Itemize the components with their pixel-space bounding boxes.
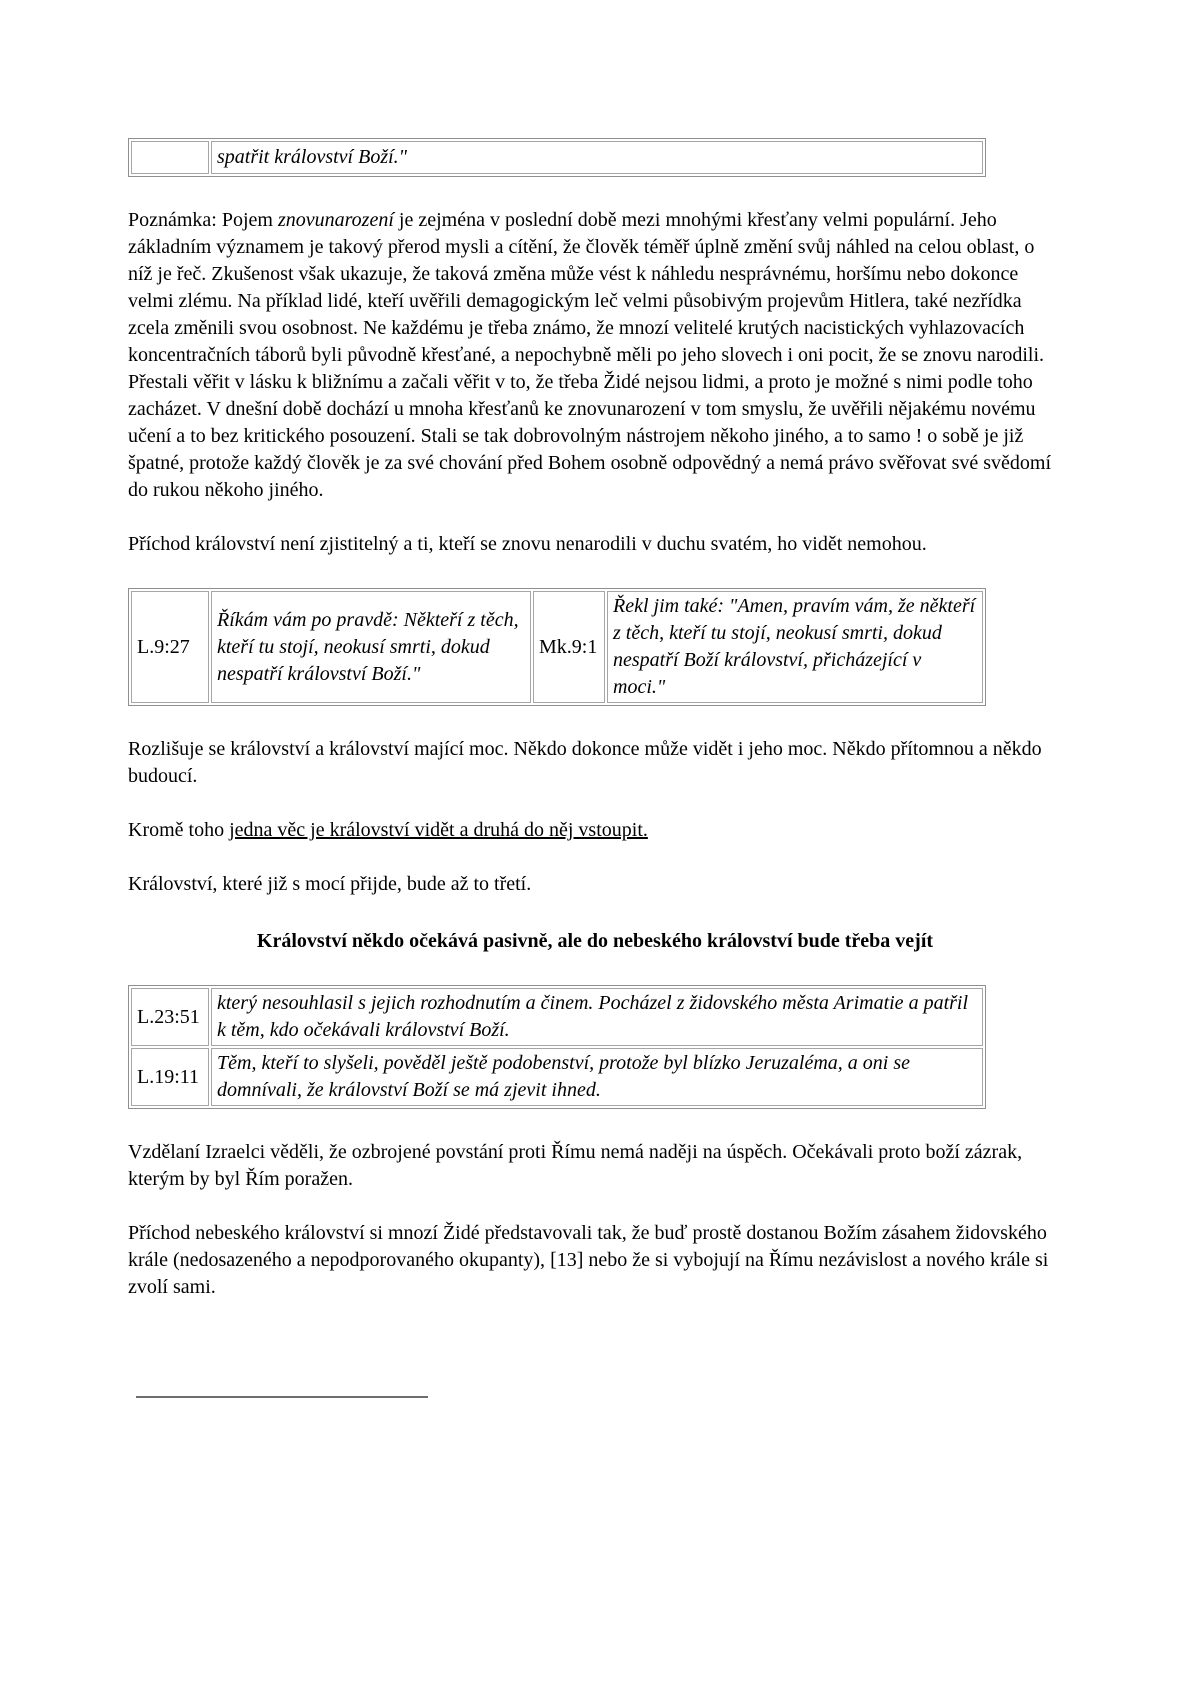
verse-quote-cell: který nesouhlasil s jejich rozhodnutím a činem. Pocházel z židovského města Arimatie a patřil k těm, kdo očekávali království Boží.: [211, 988, 983, 1046]
see-vs-enter-paragraph: [128, 817, 1062, 844]
see-vs-enter-prefix: Kromě toho: [128, 819, 230, 841]
distinction-paragraph: Rozlišuje se království a království mající moc. Někdo dokonce může vidět i jeho moc. Někdo přítomnou a někdo budoucí.: [128, 738, 1042, 787]
section-heading: Království někdo očekává pasivně, ale do nebeského království bude třeba vejít: [256, 930, 934, 952]
third-kingdom-paragraph: Království, které již s mocí přijde, bude až to třetí.: [128, 873, 532, 895]
note-prefix: Poznámka: Pojem: [128, 209, 278, 231]
continuation-verse-table: [128, 138, 986, 177]
see-vs-enter-underlined: jedna věc je království vidět a druhá do něj vstoupit.: [229, 819, 648, 841]
table-row: [131, 591, 983, 703]
jewish-expectation-prefix: Příchod nebeského království si mnozí Židé představovali tak, že buď prostě dostanou Božím zásahem židovského krále (nedosazeného a nepodporovaného okupanty),: [128, 1222, 1047, 1271]
note-italic-term: znovunarození: [277, 209, 394, 231]
verse-quote-cell: spatřit království Boží.": [211, 141, 983, 174]
expectation-verse-table: [128, 985, 986, 1109]
verse-quote-cell: Těm, kteří to slyšeli, pověděl ještě podobenství, protože byl blízko Jeruzaléma, a oni se domnívali, že království Boží se má zjevit ihned.: [211, 1048, 983, 1106]
footnote-separator: [136, 1396, 428, 1398]
israelites-paragraph: Vzdělaní Izraelci věděli, že ozbrojené povstání proti Římu nemá naději na úspěch. Očekávali proto boží zázrak, kterým by byl Řím poražen.: [128, 1141, 1023, 1190]
note-rest: je zejména v poslední době mezi mnohými křesťany velmi populární. Jeho základním významem je takový přerod mysli a cítění, že člověk téměř úplně změní svůj náhled na celou oblast, o níž je řeč. Zkušenost však ukazuje, že taková změna může vést k náhledu nesprávnému, horšímu nebo dokonce velmi zlému. Na příklad lidé, kteří uvěřili demagogickým leč velmi působivým projevům Hitlera, také nezřídka zcela změnili svou osobnost. Ne každému je třeba známo, že mnozí velitelé krutých nacistických vyhlazovacích koncentračních táborů byli původně křesťané, a nepochybně měli po jeho slovech i oni pocit, že se znovu narodili. Přestali věřit v lásku k bližnímu a začali věřit v to, že třeba Židé nejsou lidmi, a proto je možné s nimi podle toho zacházet. V dnešní době dochází u mnoha křesťanů ke znovunarození v tom smyslu, že uvěřili nějakému novému učení a to bez kritického posouzení. Stali se tak dobrovolným nástrojem někoho jiného, a to samo ! o sobě je již špatné, protože každý člověk je za své chování před Bohem osobně odpovědný a nemá právo svěřovat své svědomí do rukou někoho jiného.: [128, 209, 1052, 501]
comparison-verse-table: [128, 588, 986, 706]
table-row: [131, 1048, 983, 1106]
verse-ref-cell: L.23:51: [131, 988, 209, 1046]
verse-ref-cell: Mk.9:1: [533, 591, 605, 703]
footnote-ref-13: [13]: [550, 1249, 584, 1271]
jewish-expectation-paragraph: [128, 1220, 1062, 1301]
verse-ref-cell: L.9:27: [131, 591, 209, 703]
verse-quote-cell: Říkám vám po pravdě: Někteří z těch, kteří tu stojí, neokusí smrti, dokud nespatří království Boží.": [211, 591, 531, 703]
verse-ref-cell: [131, 141, 209, 174]
note-paragraph: [128, 207, 1062, 504]
verse-quote-cell: Řekl jim také: "Amen, pravím vám, že někteří z těch, kteří tu stojí, neokusí smrti, dokud nespatří Boží království, přicházející v moci.": [607, 591, 983, 703]
table-row: [131, 988, 983, 1046]
jewish-expectation-suffix: nebo že si vybojují na Římu nezávislost a nového krále si zvolí sami.: [128, 1249, 1049, 1298]
verse-ref-cell: L.19:11: [131, 1048, 209, 1106]
table-row: [131, 141, 983, 174]
kingdom-arrival-paragraph: Příchod království není zjistitelný a ti, kteří se znovu nenarodili v duchu svatém, ho vidět nemohou.: [128, 533, 927, 555]
